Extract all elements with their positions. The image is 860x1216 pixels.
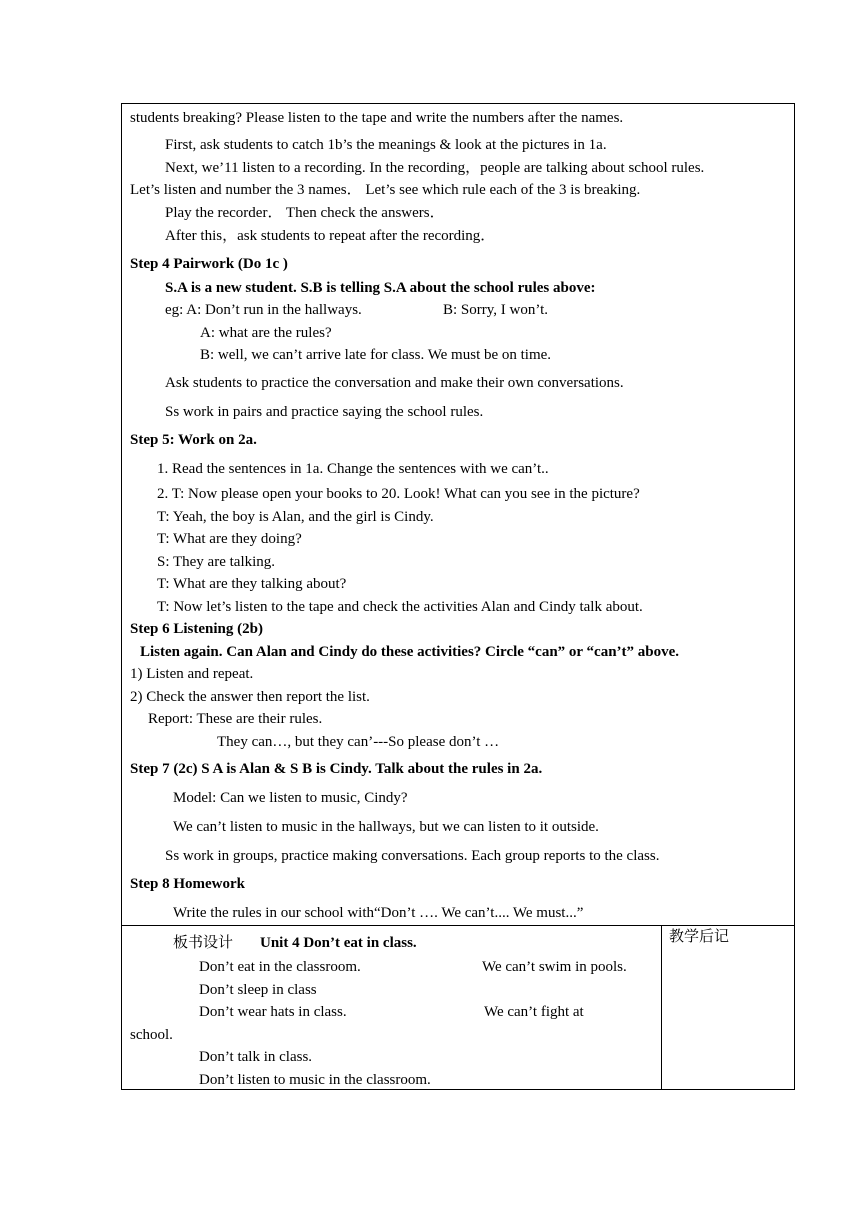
text-line: Play the recorder． Then check the answers． [165, 205, 445, 221]
text-line: They can…, but they can’---So please don’t … [217, 734, 500, 750]
board-rule: Don’t listen to music in the classroom. [199, 1072, 431, 1088]
step-heading: Step 8 Homework [130, 876, 245, 892]
text-line: A: what are the rules? [200, 325, 332, 341]
board-rule: Don’t eat in the classroom. [199, 959, 361, 975]
text-line: After this，ask students to repeat after the recording． [165, 228, 496, 244]
board-rule: Don’t wear hats in class. [199, 1004, 347, 1020]
board-rule: We can’t swim in pools. [482, 959, 627, 975]
text-line: T: Yeah, the boy is Alan, and the girl is Cindy. [157, 509, 434, 525]
text-line: Ss work in pairs and practice saying the school rules. [165, 404, 484, 420]
board-label: 板书设计 [173, 935, 234, 951]
text-line: First, ask students to catch 1b’s the meanings & look at the pictures in 1a. [165, 137, 607, 153]
text-line: 1. Read the sentences in 1a. Change the sentences with we can’t.. [157, 461, 549, 477]
text-line: T: Now let’s listen to the tape and check the activities Alan and Cindy talk about. [157, 599, 643, 615]
text-line: Ss work in groups, practice making conversations. Each group reports to the class. [165, 848, 660, 864]
text-line: T: What are they doing? [157, 531, 302, 547]
text-line: Report: These are their rules. [148, 711, 323, 727]
board-rule: school. [130, 1027, 173, 1043]
text-line: eg: A: Don’t run in the hallways. [165, 302, 362, 318]
board-rule: Don’t sleep in class [199, 982, 317, 998]
text-line: S: They are talking. [157, 554, 276, 570]
notes-label: 教学后记 [669, 929, 730, 945]
text-line: Model: Can we listen to music, Cindy? [173, 790, 408, 806]
text-line: T: What are they talking about? [157, 576, 347, 592]
text-line: We can’t listen to music in the hallways, but we can listen to it outside. [173, 819, 599, 835]
step-heading: Step 4 Pairwork (Do 1c ) [130, 256, 288, 272]
text-line: Write the rules in our school with“Don’t …. We can’t.... We must...” [173, 905, 584, 921]
step-heading: Step 6 Listening (2b) [130, 621, 263, 637]
text-line: Next, we’11 listen to a recording. In the recording，people are talking about school rules. [165, 160, 705, 176]
teaching-notes-cell [661, 925, 795, 1090]
board-title: Unit 4 Don’t eat in class. [260, 935, 417, 951]
text-line: 1) Listen and repeat. [130, 666, 254, 682]
step-heading: Step 7 (2c) S A is Alan & S B is Cindy. Talk about the rules in 2a. [130, 761, 543, 777]
text-line: Let’s listen and number the 3 names． Let’s see which rule each of the 3 is breaking. [130, 182, 641, 198]
text-line: B: well, we can’t arrive late for class. We must be on time. [200, 347, 552, 363]
step-heading: Step 5: Work on 2a. [130, 432, 257, 448]
text-line: 2. T: Now please open your books to 20. Look! What can you see in the picture? [157, 486, 640, 502]
text-line: Ask students to practice the conversation and make their own conversations. [165, 375, 624, 391]
text-line: 2) Check the answer then report the list. [130, 689, 370, 705]
step-intro: Listen again. Can Alan and Cindy do these activities? Circle “can” or “can’t” above. [140, 644, 680, 660]
board-rule: We can’t fight at [484, 1004, 584, 1020]
text-line: B: Sorry, I won’t. [443, 302, 548, 318]
board-rule: Don’t talk in class. [199, 1049, 313, 1065]
text-line: students breaking? Please listen to the tape and write the numbers after the names. [130, 110, 624, 126]
step-intro: S.A is a new student. S.B is telling S.A about the school rules above: [165, 280, 596, 296]
